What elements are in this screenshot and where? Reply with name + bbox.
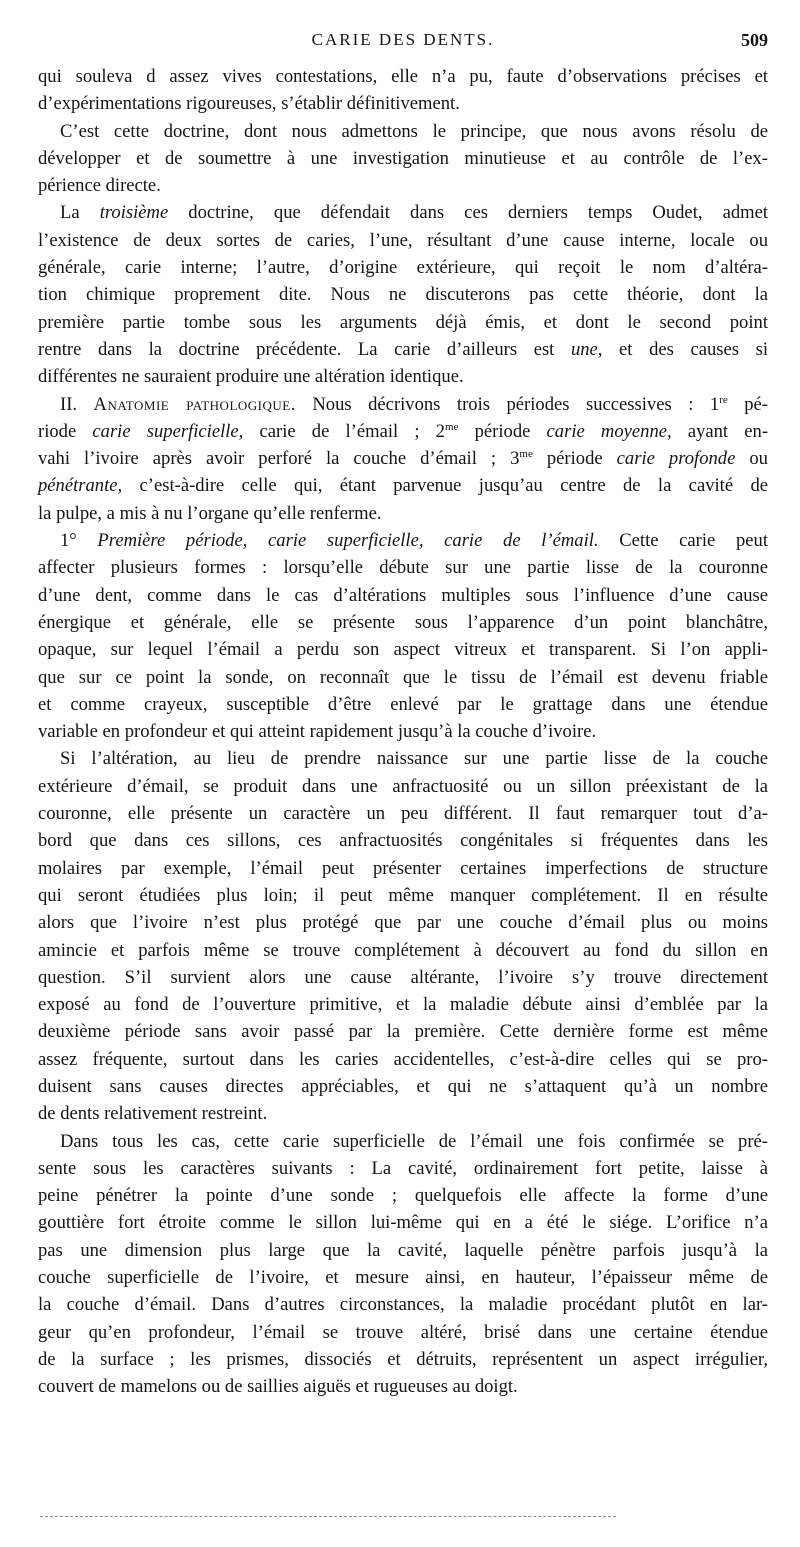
text-run: exposé au fond de l’ouverture primitive, et la maladie débute ainsi d’emblée par la [38, 994, 768, 1016]
text-line [38, 1291, 768, 1318]
text-run: la pulpe, a mis à nu l’organe qu’elle renferme. [38, 502, 382, 524]
text-line [38, 472, 768, 499]
text-line [38, 1237, 768, 1264]
text-run: variable en profondeur et qui atteint rapidement jusqu’à la couche d’ivoire. [38, 721, 597, 743]
text-line [38, 773, 768, 800]
text-line [38, 1319, 768, 1346]
italic-run: carie superficielle, [92, 420, 244, 442]
italic-run: Première période, carie superficielle, carie de l’émail. [97, 530, 599, 552]
text-run: développer et de soumettre à une investigation minutieuse et au contrôle de l’ex- [38, 147, 768, 169]
text-run: la couche d’émail. Dans d’autres circonstances, la maladie procédant plutôt en lar- [38, 1294, 768, 1316]
text-line [38, 281, 768, 308]
text-run: qui seront étudiées plus loin; il peut même manquer complétement. Il en résulte [38, 884, 768, 906]
ordinal-superscript: me [444, 420, 459, 433]
text-line [38, 827, 768, 854]
ordinal-superscript: me [519, 447, 533, 460]
text-run: doctrine, que défendait dans ces derniers temps Oudet, admet [168, 202, 768, 224]
text-line [38, 118, 768, 145]
text-line [38, 554, 768, 581]
text-line [38, 1018, 768, 1045]
text-run: de dents relativement restreint. [38, 1103, 268, 1125]
text-line [38, 991, 768, 1018]
text-line [38, 199, 768, 226]
text-line [38, 909, 768, 936]
text-line [38, 172, 768, 199]
text-run: d’une dent, comme dans le cas d’altérations multiples sous l’influence d’une cause [38, 584, 768, 606]
text-run: duisent sans causes directes appréciables, et qui ne s’attaquent qu’à un nombre [38, 1075, 768, 1097]
text-line [38, 718, 768, 745]
text-run: d’expérimentations rigoureuses, s’établir définitivement. [38, 93, 460, 115]
text-run: bord que dans ces sillons, ces anfractuosités congénitales si fréquentes dans les [38, 830, 768, 852]
text-line [38, 227, 768, 254]
text-line [38, 745, 768, 772]
text-line [38, 1046, 768, 1073]
text-line [38, 90, 768, 117]
text-run: gouttière fort étroite comme le sillon lui-même qui en a été le siége. L’orifice n’a [38, 1212, 768, 1234]
text-run: tion chimique proprement dite. Nous ne discuterons pas cette théorie, dont la [38, 284, 768, 306]
text-line [38, 254, 768, 281]
text-line [38, 418, 768, 445]
text-line [38, 1264, 768, 1291]
text-line [38, 964, 768, 991]
text-line [38, 1182, 768, 1209]
text-line [38, 1073, 768, 1100]
text-line [38, 882, 768, 909]
text-run: période [458, 420, 547, 442]
paragraph [38, 1128, 768, 1401]
text-run: riode [38, 420, 93, 442]
italic-run: carie moyenne, [546, 420, 672, 442]
text-line [38, 391, 768, 418]
text-run: vahi l’ivoire après avoir perforé la couche d’émail ; 3 [38, 448, 520, 470]
text-run: deuxième période sans avoir passé par la première. Cette dernière forme est même [38, 1021, 768, 1043]
text-run: carie de l’émail ; 2 [243, 420, 445, 442]
text-line [38, 1128, 768, 1155]
text-line [38, 63, 768, 90]
text-run: c’est-à-dire celle qui, étant parvenue jusqu’au centre de la cavité de [122, 475, 768, 497]
text-run: ou [735, 448, 768, 470]
text-run: première partie tombe sous les arguments déjà émis, et dont le second point [38, 311, 768, 333]
text-run: Nous décrivons trois périodes successives : 1 [295, 393, 720, 415]
text-run: La [60, 202, 100, 224]
text-run: molaires par exemple, l’émail peut présenter certaines imperfections de structure [38, 857, 768, 879]
page-number: 509 [741, 30, 768, 50]
text-run: générale, carie interne; l’autre, d’origine extérieure, qui reçoit le nom d’altéra- [38, 257, 768, 279]
text-run: amincie et parfois même se trouve complétement à découvert au fond du sillon en [38, 939, 768, 961]
paragraph [38, 63, 768, 118]
ordinal-superscript: re [719, 393, 728, 406]
text-line [38, 363, 768, 390]
text-line [38, 636, 768, 663]
text-line [38, 855, 768, 882]
text-run: pas une dimension plus large que la cavité, laquelle pénètre parfois jusqu’à la [38, 1239, 768, 1261]
text-run: question. S’il survient alors une cause altérante, l’ivoire s’y trouve directement [38, 966, 768, 988]
text-line [38, 664, 768, 691]
text-run: ayant en- [671, 420, 769, 442]
text-line [38, 800, 768, 827]
text-run: extérieure d’émail, se produit dans une anfractuosité ou un sillon préexistant de la [38, 775, 768, 797]
text-line [38, 336, 768, 363]
text-run: pé- [727, 393, 769, 415]
text-run: énergique et générale, elle se présente sous l’apparence d’un point blanchâtre, [38, 611, 768, 633]
text-run: et comme crayeux, susceptible d’être enlevé par le grattage dans une étendue [38, 693, 768, 715]
body-text [38, 63, 768, 1401]
text-line [38, 527, 768, 554]
paragraph [38, 391, 768, 527]
text-run: et des causes si [602, 338, 768, 360]
paragraph [38, 199, 768, 390]
italic-run: pénétrante, [38, 475, 123, 497]
text-run: alors que l’ivoire n’est plus protégé que par une couche d’émail plus ou moins [38, 912, 768, 934]
text-line [38, 691, 768, 718]
text-line [38, 609, 768, 636]
page-header [38, 30, 768, 60]
text-run: C’est cette doctrine, dont nous admettons le principe, que nous avons résolu de [60, 120, 768, 142]
text-run: périence directe. [38, 175, 161, 197]
text-run: couronne, elle présente un caractère un peu différent. Il faut remarquer tout d’a- [38, 803, 768, 825]
text-run: affecter plusieurs formes : lorsqu’elle débute sur une partie lisse de la couronne [38, 557, 768, 579]
text-run: que sur ce point la sonde, on reconnaît que le tissu de l’émail est devenu friable [38, 666, 768, 688]
text-run: assez fréquente, surtout dans les caries accidentelles, c’est-à-dire celles qui se pro- [38, 1048, 768, 1070]
section-heading: Anatomie pathologique. [93, 393, 296, 415]
text-run: de la surface ; les prismes, dissociés et détruits, représentent un aspect irrégulier, [38, 1348, 768, 1370]
italic-run: carie profonde [616, 448, 736, 470]
text-run: Si l’altération, au lieu de prendre naissance sur une partie lisse de la couche [60, 748, 768, 770]
text-line [38, 145, 768, 172]
text-run: peine pénétrer la pointe d’une sonde ; quelquefois elle affecte la forme d’une [38, 1185, 768, 1207]
text-run: couvert de mamelons ou de saillies aiguës et rugueuses au doigt. [38, 1376, 518, 1398]
text-run: sente sous les caractères suivants : La cavité, ordinairement fort petite, laisse à [38, 1157, 768, 1179]
text-line [38, 582, 768, 609]
text-line [38, 1373, 768, 1400]
text-line [38, 500, 768, 527]
text-run: période [532, 448, 617, 470]
text-run: l’existence de deux sortes de caries, l’une, résultant d’une cause interne, locale ou [38, 229, 768, 251]
text-run: 1° [60, 530, 98, 552]
text-run: II. [60, 393, 94, 415]
text-line [38, 1155, 768, 1182]
text-line [38, 445, 768, 472]
paragraph [38, 118, 768, 200]
text-line [38, 309, 768, 336]
text-run: différentes ne sauraient produire une altération identique. [38, 366, 464, 388]
text-run: geur qu’en profondeur, l’émail se trouve altéré, brisé dans une certaine étendue [38, 1321, 768, 1343]
italic-run: une, [570, 338, 603, 360]
text-run: opaque, sur lequel l’émail a perdu son aspect vitreux et transparent. Si l’on appli- [38, 639, 768, 661]
text-run: qui souleva d assez vives contestations, elle n’a pu, faute d’observations précises et [38, 66, 768, 87]
footer-rule [40, 1516, 616, 1517]
text-line [38, 937, 768, 964]
text-line [38, 1346, 768, 1373]
text-line [38, 1209, 768, 1236]
italic-run: troisième [99, 202, 169, 224]
text-line [38, 1100, 768, 1127]
text-run: Cette carie peut [598, 530, 768, 552]
text-run: rentre dans la doctrine précédente. La carie d’ailleurs est [38, 338, 571, 360]
paragraph [38, 745, 768, 1127]
running-title: CARIE DES DENTS. [311, 30, 495, 49]
paragraph [38, 527, 768, 745]
text-run: Dans tous les cas, cette carie superficielle de l’émail une fois confirmée se pré- [60, 1130, 768, 1152]
text-run: couche superficielle de l’ivoire, et mesure ainsi, en hauteur, l’épaisseur même de [38, 1267, 768, 1289]
